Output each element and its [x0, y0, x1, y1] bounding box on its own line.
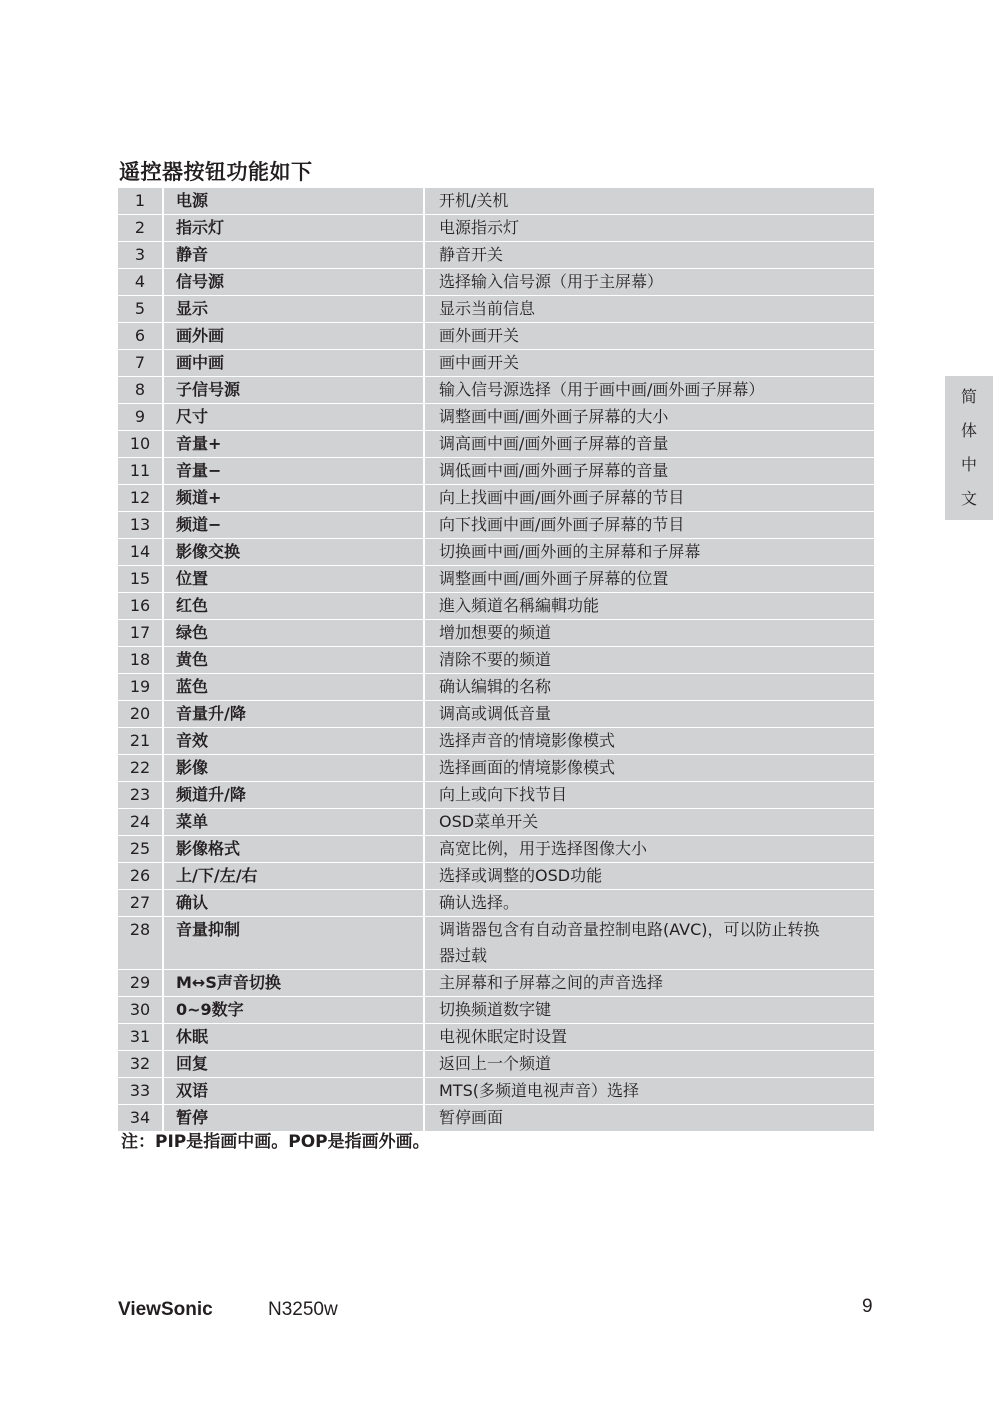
table-row — [118, 728, 874, 755]
table-row — [118, 674, 874, 701]
row-number: 18 — [118, 647, 164, 673]
button-function: 返回上一个频道 — [439, 1054, 552, 1073]
row-number: 3 — [118, 242, 164, 268]
row-number: 20 — [118, 701, 164, 727]
model-number: N3250w — [268, 1299, 338, 1320]
button-function: 选择输入信号源（用于主屏幕） — [439, 272, 664, 291]
table-row — [118, 323, 874, 350]
table-row — [118, 701, 874, 728]
language-tab-char: 文 — [960, 489, 977, 508]
row-number: 17 — [118, 620, 164, 646]
button-name: 指示灯 — [164, 215, 425, 241]
footnote: 注：PIP是指画中画。POP是指画外画。 — [121, 1132, 430, 1152]
button-function: 進入頻道名稱編輯功能 — [439, 596, 600, 615]
row-number: 31 — [118, 1024, 164, 1050]
button-name: 影像交换 — [164, 539, 425, 565]
button-name: 绿色 — [164, 620, 425, 646]
button-name: M↔S声音切换 — [164, 970, 425, 996]
button-function: 选择声音的情境影像模式 — [439, 731, 616, 750]
button-name: 频道升/降 — [164, 782, 425, 808]
row-number: 6 — [118, 323, 164, 349]
button-name: 信号源 — [164, 269, 425, 295]
row-number: 29 — [118, 970, 164, 996]
button-function: 画外画开关 — [439, 326, 520, 345]
table-row — [118, 269, 874, 296]
button-function: 调整画中画/画外画子屏幕的大小 — [439, 407, 669, 426]
row-number: 14 — [118, 539, 164, 565]
table-row — [118, 620, 874, 647]
button-function: 调高或调低音量 — [439, 704, 552, 723]
table-row — [118, 997, 874, 1024]
row-number: 24 — [118, 809, 164, 835]
button-name: 子信号源 — [164, 377, 425, 403]
page-title: 遥控器按钮功能如下 — [119, 160, 313, 184]
row-number: 25 — [118, 836, 164, 862]
table-row — [118, 566, 874, 593]
button-name: 画外画 — [164, 323, 425, 349]
remote-button-table — [118, 188, 874, 1131]
button-name: 黄色 — [164, 647, 425, 673]
row-number: 5 — [118, 296, 164, 322]
button-name: 0~9数字 — [164, 997, 425, 1023]
brand-name: ViewSonic — [118, 1299, 213, 1320]
row-number: 11 — [118, 458, 164, 484]
table-row — [118, 512, 874, 539]
language-tab-char: 中 — [960, 455, 977, 474]
table-row — [118, 458, 874, 485]
table-row — [118, 404, 874, 431]
row-number: 8 — [118, 377, 164, 403]
button-name: 音量抑制 — [164, 917, 425, 969]
language-tab — [945, 376, 993, 520]
button-function: 高宽比例，用于选择图像大小 — [439, 839, 648, 858]
button-function: 切换画中画/画外画的主屏幕和子屏幕 — [439, 542, 701, 561]
row-number: 4 — [118, 269, 164, 295]
row-number: 23 — [118, 782, 164, 808]
button-function: 暂停画面 — [439, 1108, 504, 1127]
button-name: 双语 — [164, 1078, 425, 1104]
button-function: 确认编辑的名称 — [439, 677, 552, 696]
table-row — [118, 836, 874, 863]
button-function: 画中画开关 — [439, 353, 520, 372]
table-row — [118, 970, 874, 997]
button-function: 输入信号源选择（用于画中画/画外画子屏幕） — [439, 380, 765, 399]
button-function: 开机/关机 — [439, 191, 509, 210]
row-number: 9 — [118, 404, 164, 430]
button-function: MTS(多频道电视声音）选择 — [439, 1081, 639, 1100]
button-name: 电源 — [164, 188, 425, 214]
button-function: 确认选择。 — [439, 893, 520, 912]
button-name: 上/下/左/右 — [164, 863, 425, 889]
row-number: 2 — [118, 215, 164, 241]
row-number: 22 — [118, 755, 164, 781]
table-row — [118, 215, 874, 242]
row-number: 15 — [118, 566, 164, 592]
row-number: 10 — [118, 431, 164, 457]
row-number: 16 — [118, 593, 164, 619]
button-function: 主屏幕和子屏幕之间的声音选择 — [439, 973, 664, 992]
button-name: 频道− — [164, 512, 425, 538]
table-row — [118, 647, 874, 674]
button-name: 频道+ — [164, 485, 425, 511]
button-function: 清除不要的频道 — [439, 650, 552, 669]
button-function: 切换频道数字键 — [439, 1000, 552, 1019]
table-row — [118, 296, 874, 323]
button-function: 向下找画中画/画外画子屏幕的节目 — [439, 515, 685, 534]
language-tab-char: 简 — [960, 387, 977, 406]
button-function: 选择画面的情境影像模式 — [439, 758, 616, 777]
row-number: 27 — [118, 890, 164, 916]
button-name: 位置 — [164, 566, 425, 592]
table-row — [118, 782, 874, 809]
table-row — [118, 539, 874, 566]
row-number: 33 — [118, 1078, 164, 1104]
button-name: 静音 — [164, 242, 425, 268]
table-row — [118, 755, 874, 782]
language-tab-char: 体 — [960, 421, 977, 440]
button-name: 暂停 — [164, 1105, 425, 1131]
table-row — [118, 809, 874, 836]
button-name: 影像 — [164, 755, 425, 781]
button-name: 回复 — [164, 1051, 425, 1077]
button-function: 选择或调整的OSD功能 — [439, 866, 603, 885]
button-function: 调整画中画/画外画子屏幕的位置 — [439, 569, 669, 588]
table-row — [118, 863, 874, 890]
button-function: OSD菜单开关 — [439, 812, 539, 831]
table-row — [118, 890, 874, 917]
button-function: 增加想要的频道 — [439, 623, 552, 642]
button-name: 菜单 — [164, 809, 425, 835]
button-name: 音量升/降 — [164, 701, 425, 727]
button-function: 显示当前信息 — [439, 299, 536, 318]
row-number: 19 — [118, 674, 164, 700]
row-number: 26 — [118, 863, 164, 889]
button-function: 向上或向下找节目 — [439, 785, 568, 804]
button-name: 影像格式 — [164, 836, 425, 862]
button-name: 确认 — [164, 890, 425, 916]
button-function: 调低画中画/画外画子屏幕的音量 — [439, 461, 669, 480]
button-name: 音效 — [164, 728, 425, 754]
button-name: 尺寸 — [164, 404, 425, 430]
button-function: 静音开关 — [439, 245, 504, 264]
row-number: 1 — [118, 188, 164, 214]
row-number: 34 — [118, 1105, 164, 1131]
row-number: 21 — [118, 728, 164, 754]
row-number: 12 — [118, 485, 164, 511]
table-row — [118, 188, 874, 215]
button-name: 红色 — [164, 593, 425, 619]
table-row — [118, 377, 874, 404]
button-function: 电源指示灯 — [439, 218, 520, 237]
button-name: 音量− — [164, 458, 425, 484]
button-name: 音量+ — [164, 431, 425, 457]
table-row — [118, 350, 874, 377]
row-number: 30 — [118, 997, 164, 1023]
table-row — [118, 242, 874, 269]
table-row — [118, 485, 874, 512]
button-name: 显示 — [164, 296, 425, 322]
table-row — [118, 1078, 874, 1105]
button-function: 电视休眠定时设置 — [439, 1027, 568, 1046]
page-number: 9 — [862, 1296, 873, 1317]
row-number: 7 — [118, 350, 164, 376]
row-number: 13 — [118, 512, 164, 538]
row-number: 28 — [118, 917, 164, 969]
table-row — [118, 431, 874, 458]
table-row — [118, 1051, 874, 1078]
row-number: 32 — [118, 1051, 164, 1077]
button-name: 画中画 — [164, 350, 425, 376]
table-row — [118, 917, 874, 970]
table-row — [118, 1024, 874, 1051]
button-function: 向上找画中画/画外画子屏幕的节目 — [439, 488, 685, 507]
button-name: 蓝色 — [164, 674, 425, 700]
button-function: 调谐器包含有自动音量控制电路(AVC)，可以防止转换器过载 — [439, 920, 820, 965]
button-function: 调高画中画/画外画子屏幕的音量 — [439, 434, 669, 453]
button-name: 休眠 — [164, 1024, 425, 1050]
table-row — [118, 593, 874, 620]
